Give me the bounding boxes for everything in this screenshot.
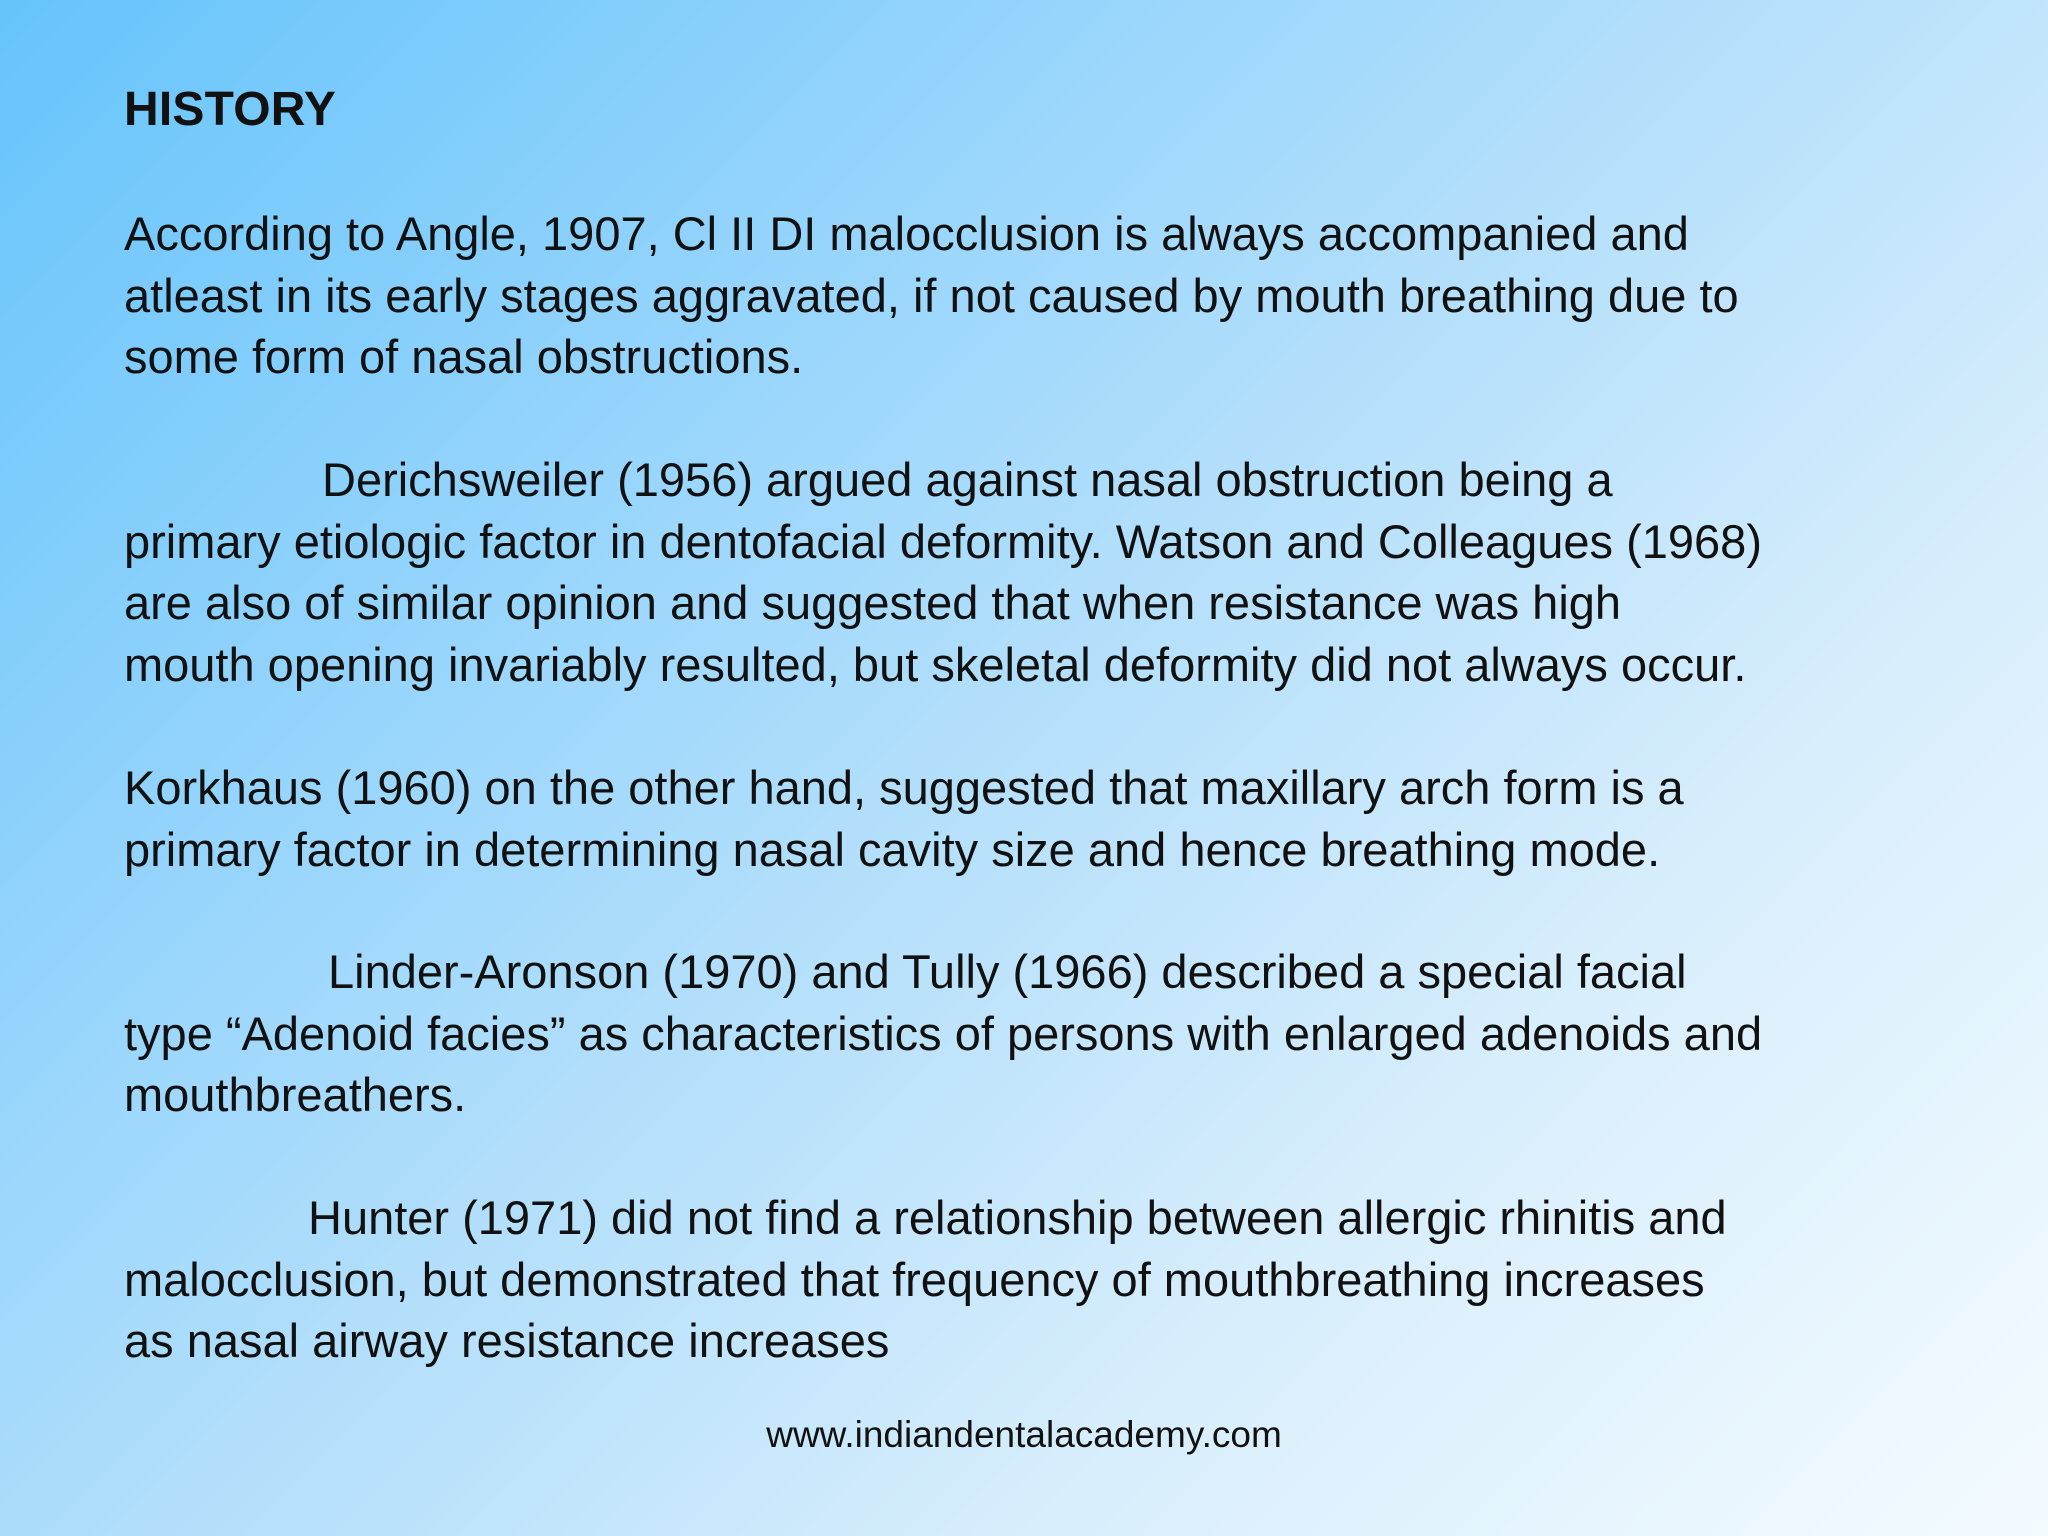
paragraph-hunter — [124, 1187, 2004, 1372]
footer-website: www.indiandentalacademy.com — [766, 1414, 1282, 1455]
text-line: Korkhaus (1960) on the other hand, suggested that maxillary arch form is a — [124, 761, 1684, 814]
text-line: Linder-Aronson (1970) and Tully (1966) described a special facial — [328, 945, 1687, 998]
text-line: some form of nasal obstructions. — [124, 330, 804, 383]
text-line: atleast in its early stages aggravated, if not caused by mouth breathing due to — [124, 268, 1739, 322]
text-line: mouthbreathers. — [124, 1068, 467, 1121]
paragraph-linder-aronson — [124, 941, 2004, 1126]
paragraph-derichsweiler — [124, 449, 2004, 695]
text-line: mouth opening invariably resulted, but skeletal deformity did not always occur. — [124, 637, 1747, 691]
text-line: primary factor in determining nasal cavity size and hence breathing mode. — [124, 822, 1661, 876]
slide-title: HISTORY — [124, 83, 337, 136]
paragraph-angle — [124, 203, 2004, 388]
paragraph-korkhaus — [124, 757, 2004, 880]
text-line: are also of similar opinion and suggested that when resistance was high — [124, 576, 1622, 629]
text-line: type “Adenoid facies” as characteristics of persons with enlarged adenoids and — [124, 1006, 1763, 1060]
text-line: primary etiologic factor in dentofacial deformity. Watson and Colleagues (1968) — [124, 514, 1762, 568]
text-line: malocclusion, but demonstrated that frequency of mouthbreathing increases — [124, 1252, 1705, 1306]
text-line: Hunter (1971) did not find a relationship between allergic rhinitis and — [308, 1191, 1727, 1244]
text-line: as nasal airway resistance increases — [124, 1314, 890, 1367]
text-line: According to Angle, 1907, Cl II DI malocclusion is always accompanied and — [124, 207, 1689, 260]
text-line: Derichsweiler (1956) argued against nasal obstruction being a — [322, 453, 1613, 506]
